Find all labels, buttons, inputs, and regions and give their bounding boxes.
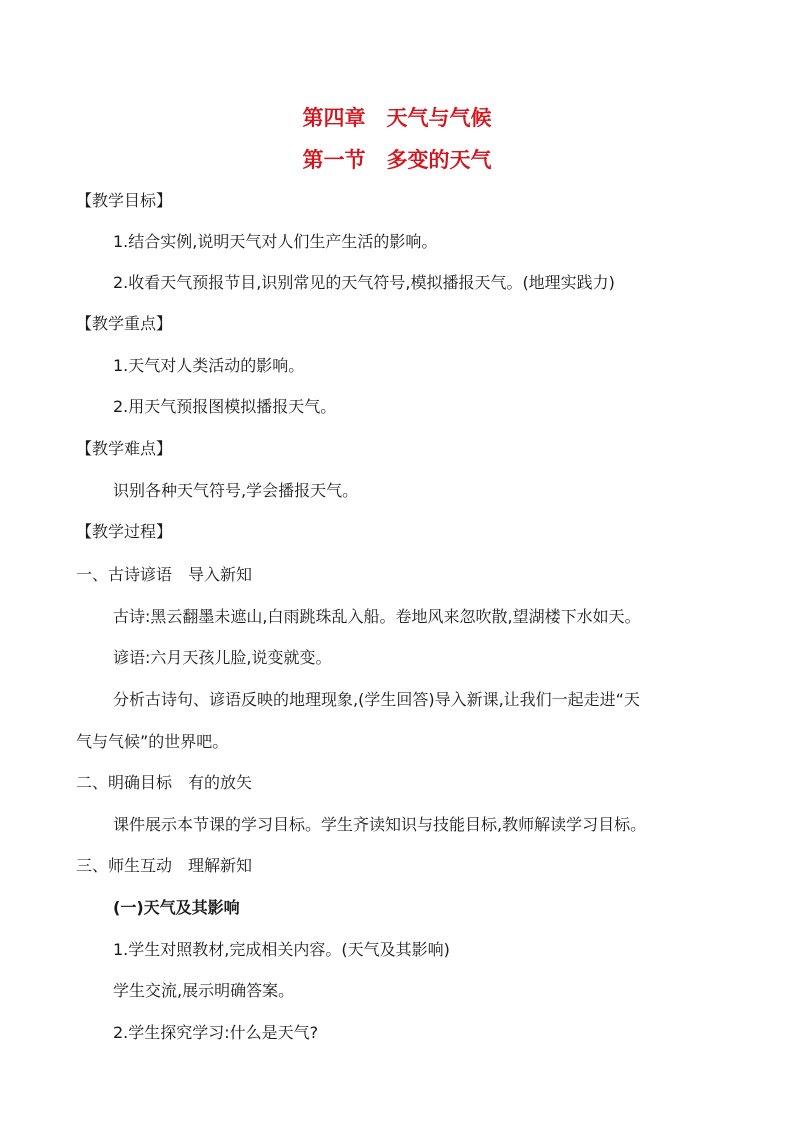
- poem-text: 古诗:黑云翻墨未遮山,白雨跳珠乱入船。卷地风来忽吹散,望湖楼下水如天。: [113, 607, 641, 626]
- heading-difficulties: 【教学难点】: [76, 439, 173, 458]
- key-point-2: 2.用天气预报图模拟播报天气。: [113, 397, 337, 416]
- goal-display-text: 课件展示本节课的学习目标。学生齐读知识与技能目标,教师解读学习目标。: [113, 815, 647, 834]
- key-point-1: 1.天气对人类活动的影响。: [113, 356, 305, 375]
- process-step-1: 一、古诗谚语 导入新知: [76, 565, 253, 584]
- activity-1-followup: 学生交流,展示明确答案。: [113, 981, 295, 1000]
- heading-process: 【教学过程】: [76, 522, 173, 541]
- activity-1: 1.学生对照教材,完成相关内容。(天气及其影响): [113, 940, 450, 959]
- subsection-weather: (一)天气及其影响: [113, 898, 240, 917]
- section-title: 第一节 多变的天气: [302, 148, 492, 172]
- proverb-text: 谚语:六月天孩儿脸,说变就变。: [113, 648, 332, 667]
- chapter-title: 第四章 天气与气候: [302, 106, 492, 130]
- process-step-3: 三、师生互动 理解新知: [76, 856, 253, 875]
- difficulty-text: 识别各种天气符号,学会播报天气。: [113, 481, 359, 500]
- activity-2: 2.学生探究学习:什么是天气?: [113, 1023, 319, 1042]
- heading-teaching-goals: 【教学目标】: [76, 191, 173, 210]
- goal-item-1: 1.结合实例,说明天气对人们生产生活的影响。: [113, 232, 438, 251]
- analysis-text-line2: 气与气候”的世界吧。: [76, 732, 229, 751]
- heading-key-points: 【教学重点】: [76, 314, 173, 333]
- goal-item-2: 2.收看天气预报节目,识别常见的天气符号,模拟播报天气。(地理实践力): [113, 273, 615, 292]
- process-step-2: 二、明确目标 有的放矢: [76, 773, 253, 792]
- analysis-text-line1: 分析古诗句、谚语反映的地理现象,(学生回答)导入新课,让我们一起走进“天: [113, 690, 640, 709]
